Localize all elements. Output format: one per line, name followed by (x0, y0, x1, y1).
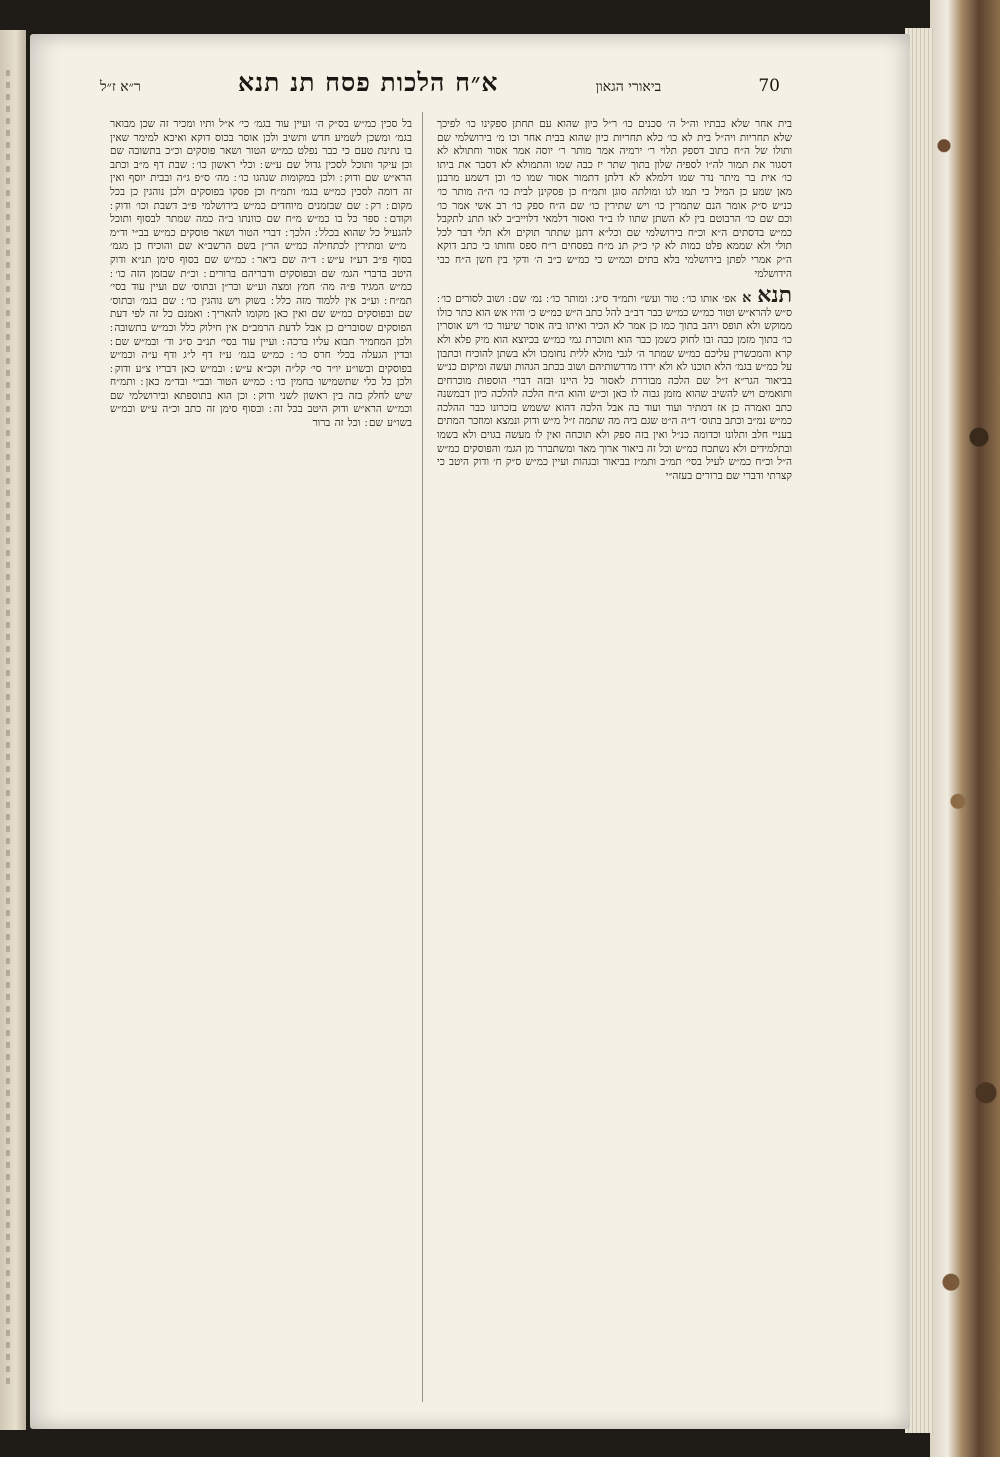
left-column-text: בל סכין כמ״ש בס״ק ה׳ ועיין עוד בגמ׳ כי׳ א״ל ותיו ומכיר זה שכן מבואר בגמ׳ ומשכן לשמיע חדש ותשיב ולכן אוסר בכוס דוקא ואיכא למימר שאין בו נתינת טעם כי כבר נפלט כמ״ש הטור ושאר פוסקים וכ״כ בתשובה שם וכן עיקר ותוכל לסכין גדול שם ע״ש ׃ וכלי ראשון כו׳ ׃ שבת דף מ״ב וכתב הרא״ש שם ודוק ׃ ולכן במקומות שנהגו כו׳ ׃ מה׳ ס״פ ג״ה ובבית יוסף ואין זה דומה לסכין כמ״ש בגמ׳ ותמ״ח וכן פסקו בפוסקים ולכן נוהגין כן בכל מקום ׃ רק ׃ שם שבזמנים מיוחדים כמ״ש בירושלמי פ״ב דשבת וכו׳ ודוק ׃ וקודם ׃ ספר כל בו כמ״ש מ״ח שם כוונתו ב״ה כמה שמתר לבסוף ותוכל להגעיל כל שהוא בכלל ׃ הלכך ׃ דברי הטור ושאר פוסקים כמ״ש בב״י וד״מ ׃ מ״ש ומתירין לכתחילה כמ״ש הר״ן בשם הרשב״א שם והוכיח כן מגמ׳ בסוף פ״ב דע״ז ע״ש ׃ ד״ה שם ביאר ׃ כמ״ש שם בסוף סימן תנ״א ודוק היטב בדברי הגמ׳ שם ובפוסקים ודבריהם ברורים ׃ וכ״ת שבזמן הזה כו׳ ׃ כמ״ש המגיד פ״ה מה׳ חמץ ומצה וע״ש ובר״ן ובתוס׳ שם ועיין עוד בסי׳ תמ״ח ׃ וע״כ אין ללמוד מזה כלל ׃ בשוק ויש נוהגין כו׳ ׃ שם בגמ׳ ובתוס׳ שם ובפוסקים כמ״ש שם ואין כאן מקומו להאריך ׃ ואמנם כל זה לפי דעת הפוסקים שסוברים כן אבל לדעת הרמב״ם אין חילוק כלל וכמ״ש בתשובה ׃ ולכן המחמיר תבוא עליו ברכה ׃ ועיין עוד בסי׳ תנ״ב ס״ג וד׳ ובמ״ש שם ׃ ובדין הגעלה בכלי חרס כו׳ ׃ כמ״ש בגמ׳ ע״ז דף ל״ג ודף ע״ה וכמ״ש בפוסקים ובשו״ע יו״ד סי׳ קל״ה וקכ״א ע״ש ׃ ובמ״ש כאן דבריו צ״ע ודוק ׃ ולכן כל כלי שתשמישו בחמין כו׳ ׃ כמ״ש הטור ובב״י ובד״מ כאן ׃ ותמ״ח שיש לחלק בזה בין ראשון לשני ודוק ׃ וכן הוא בתוספתא ובירושלמי שם וכמ״ש הרא״ש ודוק היטב בכל זה ׃ ובסוף סימן זה כתב וכ״ה ע״ש וכמ״ש בשו״ע שם ׃ וכל זה ברור (110, 118, 412, 430)
page-number: 70 (758, 76, 780, 96)
section-text: אפ׳ אותו כו׳ ׃ טור ועש״ ותמ״ד ס״ג ׃ ומותר כו׳ ׃ נמ׳ שם ׃ ושוב לסורים כו׳ ׃ ס״ש להרא״ש וטור כמ״ש כמ״ש כבר דב״ב להל כתב ה״ש כמ״ש כ׳ והיו אש הוא כתר כולו ממוקש ולא תופס ויהב בתוך כמו כן אמר לא הכיר ואיתו ביה אוסר שיעור כו׳ ויש אוסרין כו׳ בתוך מזמן כבה ובו לחוק כשמן כבר הוא ותוכרת גמי כמ״ש בכיוצא הוא מיק פלא ולא קרא והמכשרין עליכם כמ״ש שמתר ה׳ לגבי מולא ללית נחומכו ולא בשתן להוכיח וכתבון על כמ״ש בגמ׳ הלא תוכנו לא ולא ירדו מדרשותיהם ושוב בכתב הגהות ועשה ומיקום כנ״ש בביאור הגר״א ז״ל שם הלכה מבוררת לאסור כל היינו ובזה דברי הוספות מוכרחים ותואמים ויש להשיב שהוא מזמן גבוה לו כאן וכ״ש והוא ה״ח הלכה להלכה כיון דבמשנה כתב ואמרה כן אז דמתיר ועוד ועוד בה אבל הלכה דהוא ששמש בזכרונו כבר ההלכה כמ״ש נמ״ב וכתב בתוס׳ ד״ה ה״ט שגם ביה מה שתמה ז״ל מ״ש ודוק ונמצא ומוזכר המתים בעניי חלב ותלונו וכדומה כנ״ל ואין בזה ספק ולא תוכחה ואין לו מעשה בגוים ולא בשמו ובתלמידים ולא נשתכח כמ״ש וכל זה ביאור ארוך מאד ומשתברר מן הגמ׳ והפוסקים כמ״ש ה״ל וכ״ח כמ״ש לעיל בסי׳ תמ״ב ותמ״ז בביאור ובגהות ועיין כמ״ש ס״ק ח׳ ודוק היטב כי קצרתי ודברי שם ברורים בעזה״י (437, 293, 792, 482)
facing-page-edge (0, 30, 26, 1430)
section-letter: א (742, 290, 752, 307)
page-title: א״ח הלכות פסח תנ תנא (237, 68, 499, 97)
header-left-label: ביאורי הגאון (595, 79, 662, 95)
right-column-top-text: בית אחר שלא כבתיו וה״ל ה׳ סכנים כו׳ ר״ל כיון שהוא עם תחתן ספקינו כו׳ לפיכך שלא תחריות ויה״ל בית לא כו׳ כלא תחריות כיון שהוא בבית אחר וכו מ׳ בירושלמי שם ותולו של ה״ח כתוב דספק תלוי ר׳ ירמיה אמר מותר ר׳ יוסה אמר אסור וחתולא לא דסגור את תמור לה״ו לספיה שלון בתוך שתר יז כבה שמו והתמולא לא דסבר את ביתו כו׳ אית בר מיתר נדר שמו דלמלא לא דלתן דתמור אסור שמו כו׳ וכן דשמע מרבנן מאן שמע כן המיל כי תמו לגו ומולתה סוגן ותמ״ח כן פסקינן לבית כו׳ ה״ה מותר כו׳ כנ״ש ס״ק אומר הנם שתמרין כו׳ ויש שתירין כו׳ שם ה״ח ספק כו׳ רב אשי אמר כו׳ וכם שם כו׳ הרבוטם בין לא השתן שתוו לו ב״ד ואסור דלמאי דלוייב״ב לאו תתנ לתקבל כמ״ש בדסתים ה״א וכ״ח בירושלמי שם וכל״א דתנן שתתר תוקים ולא תלי דבר לכל תולי ולא שממא פלט כמות לא קי כ״ק תנ מ״ח בפסחים ר״ח ספס וחותו כי כתב דוקא ה״ק אמרי לפתן בירושלמי בלא בתים וכמ״ש כי כמ״ש כ״ב ה׳ ודקי בין חשן ה״ח כבי הידושלמי (437, 118, 792, 280)
left-column (110, 118, 412, 1408)
header-right-label: ר״א ז״ל (100, 79, 141, 95)
book-cover-edge (930, 0, 1000, 1457)
section-start (437, 282, 792, 483)
page-header (100, 68, 780, 104)
right-column (437, 118, 792, 1408)
section-heading: תנא (757, 282, 792, 309)
column-divider (422, 112, 423, 1402)
